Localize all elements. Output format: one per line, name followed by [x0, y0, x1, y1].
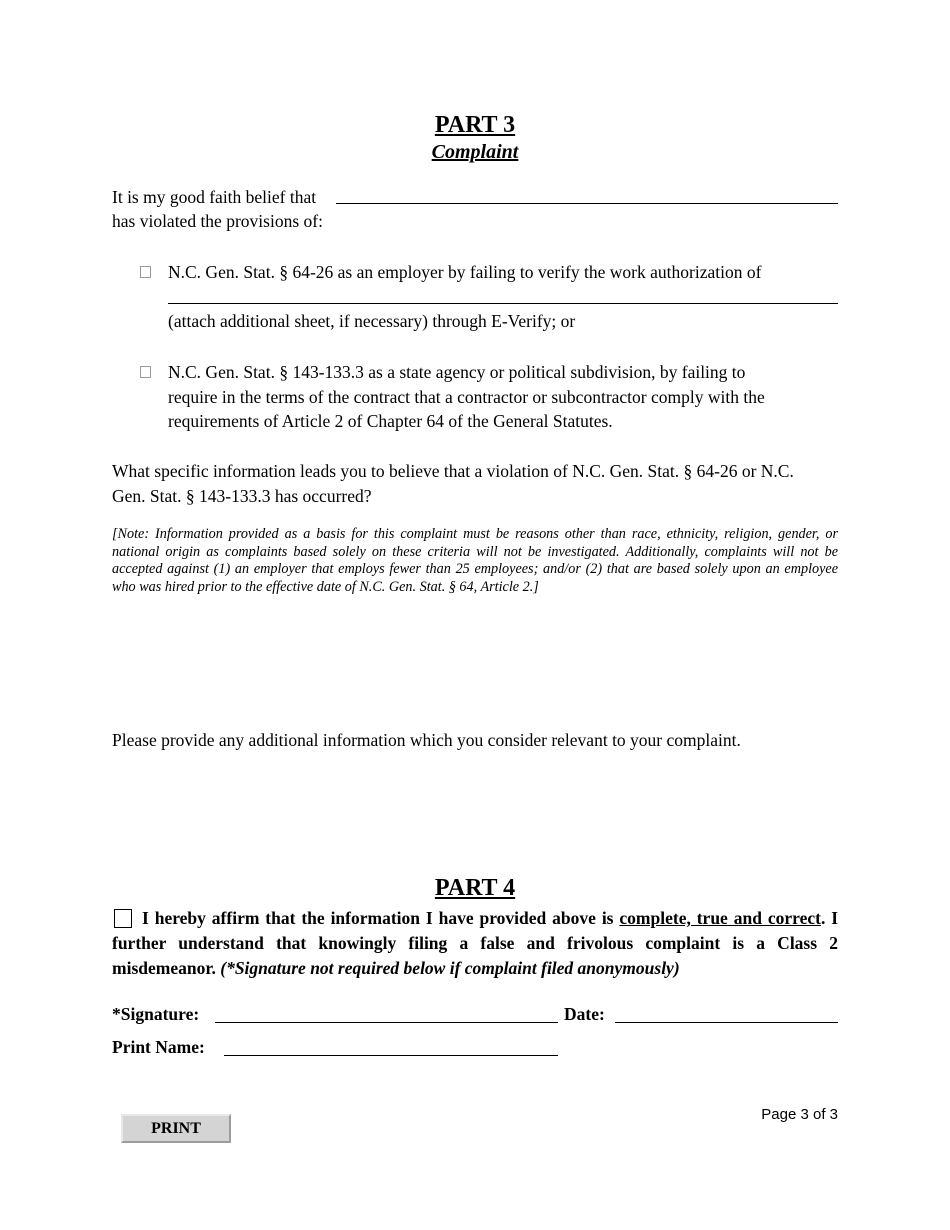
question-line2: Gen. Stat. § 143-133.3 has occurred? — [112, 486, 372, 506]
option-64-26-attach-text: (attach additional sheet, if necessary) through E-Verify; or — [168, 311, 576, 331]
option-64-26-text: N.C. Gen. Stat. § 64-26 as an employer by failing to verify the work authorization of — [168, 262, 762, 282]
question-line1: What specific information leads you to believe that a violation of N.C. Gen. Stat. § 64-26 or N.C. — [112, 461, 794, 481]
additional-info-prompt: Please provide any additional information which you consider relevant to your complaint. — [112, 730, 741, 750]
signature-field[interactable] — [215, 1022, 558, 1023]
intro-trail: has violated the provisions of: — [112, 211, 323, 231]
option-143-133-line1: N.C. Gen. Stat. § 143-133.3 as a state agency or political subdivision, by failing to — [168, 362, 746, 382]
intro-lead: It is my good faith belief that — [112, 187, 317, 207]
option-143-133-line2: require in the terms of the contract that a contractor or subcontractor comply with the — [168, 387, 765, 407]
part3-subtitle: Complaint — [431, 141, 519, 163]
signature-label: *Signature: — [112, 1004, 200, 1024]
part4-title: PART 4 — [434, 875, 516, 901]
affirm-italic-note: (*Signature not required below if complaint filed anonymously) — [220, 958, 680, 978]
additional-info-answer-area[interactable] — [112, 760, 838, 860]
date-field[interactable] — [615, 1022, 838, 1023]
date-label: Date: — [564, 1004, 605, 1024]
part3-title: PART 3 — [434, 112, 516, 138]
page-number: Page 3 of 3 — [761, 1106, 838, 1123]
print-button[interactable]: PRINT — [121, 1114, 231, 1143]
workers-name-field[interactable] — [168, 303, 838, 304]
note-text: [Note: Information provided as a basis for this complaint must be reasons other than race, ethnicity, religion, gender, or national origin as complaints based solely on these criteria will not be investigated. Additionally, complaints will not be accepted against (1) an employer that employs fewer than 25 employees; and/or (2) that are based solely upon an employee who was hired prior to the effective date of N.C. Gen. Stat. § 64, Article 2.] — [112, 526, 838, 595]
affirm-paragraph — [112, 906, 838, 981]
print-name-label: Print Name: — [112, 1037, 205, 1057]
specific-info-answer-area[interactable] — [112, 605, 838, 715]
violator-name-field[interactable] — [336, 203, 838, 204]
print-name-field[interactable] — [224, 1055, 558, 1056]
option-143-133-checkbox[interactable] — [140, 366, 151, 378]
option-143-133-line3: requirements of Article 2 of Chapter 64 of the General Statutes. — [168, 411, 613, 431]
affirm-post-text: . I further understand that knowingly filing a false and frivolous complaint is a Class 2 misdemeanor. — [112, 908, 839, 978]
option-64-26-checkbox[interactable] — [140, 266, 151, 278]
affirm-pre-text: I hereby affirm that the information I have provided above is — [142, 908, 614, 928]
affirm-underlined-text: complete, true and correct — [619, 908, 821, 928]
